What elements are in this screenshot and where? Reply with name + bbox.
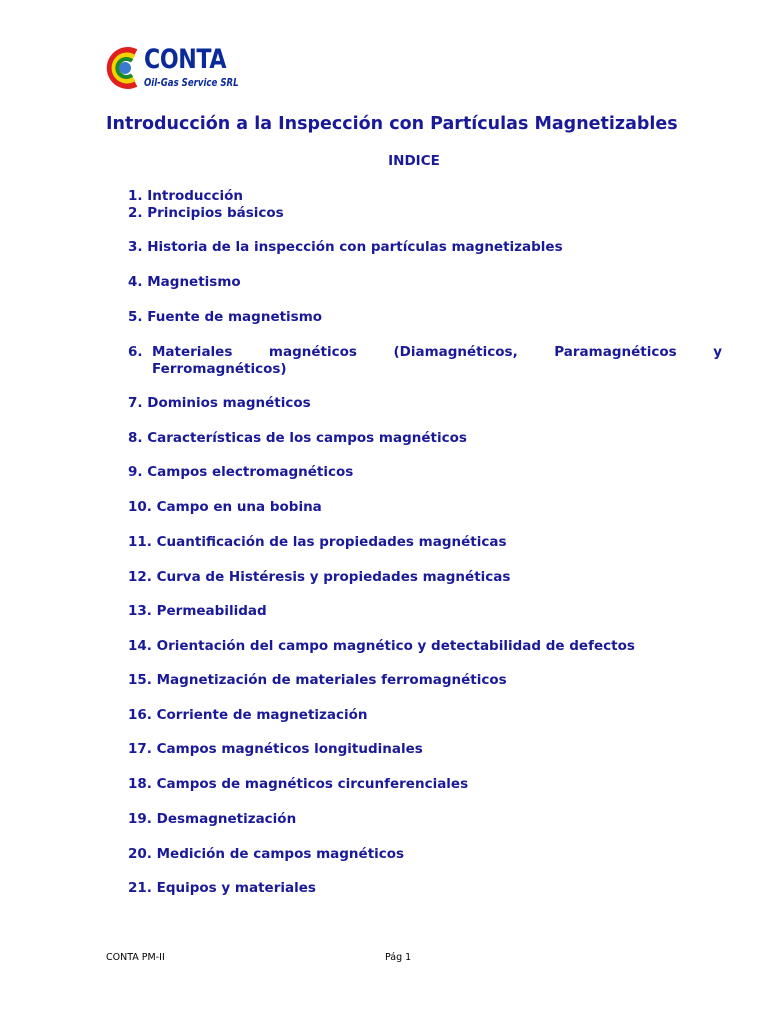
index-item-continuation: Ferromagnéticos) bbox=[152, 361, 287, 377]
index-item: 10. Campo en una bobina bbox=[128, 499, 322, 515]
index-item: 8. Características de los campos magnéticos bbox=[128, 430, 467, 446]
index-item: 2. Principios básicos bbox=[128, 205, 284, 221]
document-title: Introducción a la Inspección con Partículas Magnetizables bbox=[106, 114, 678, 134]
index-item: 5. Fuente de magnetismo bbox=[128, 309, 323, 325]
index-item: 21. Equipos y materiales bbox=[128, 880, 316, 896]
index-item: 15. Magnetización de materiales ferromagnéticos bbox=[128, 672, 507, 688]
index-item: 18. Campos de magnéticos circunferenciales bbox=[128, 776, 469, 792]
index-item: 12. Curva de Histéresis y propiedades magnéticas bbox=[128, 569, 511, 585]
index-item: 20. Medición de campos magnéticos bbox=[128, 846, 405, 862]
index-item-justified-line: Materiales magnéticos (Diamagnéticos, Paramagnéticos y bbox=[152, 344, 722, 360]
logo-subtitle-text: Oil-Gas Service SRL bbox=[144, 76, 239, 89]
footer-page-number: Pág 1 bbox=[385, 952, 412, 963]
index-item: 4. Magnetismo bbox=[128, 274, 241, 290]
index-item: 7. Dominios magnéticos bbox=[128, 395, 311, 411]
index-item: 1. Introducción bbox=[128, 188, 244, 204]
index-item: 17. Campos magnéticos longitudinales bbox=[128, 741, 423, 757]
index-item: 6. Materiales magnéticos (Diamagnéticos, Paramagnéticos y Ferromagnéticos) bbox=[128, 344, 722, 377]
index-item: 14. Orientación del campo magnético y detectabilidad de defectos bbox=[128, 638, 635, 654]
index-item: 19. Desmagnetización bbox=[128, 811, 297, 827]
index-item: 11. Cuantificación de las propiedades magnéticas bbox=[128, 534, 507, 550]
index-item: 9. Campos electromagnéticos bbox=[128, 464, 354, 480]
index-item: 3. Historia de la inspección con partículas magnetizables bbox=[128, 239, 563, 255]
logo-brand-text: CONTA bbox=[144, 44, 227, 75]
company-logo bbox=[104, 42, 244, 98]
footer-document-code: CONTA PM-II bbox=[106, 952, 165, 963]
index-item: 16. Corriente de magnetización bbox=[128, 707, 368, 723]
logo-ring-icon bbox=[104, 42, 144, 94]
index-item: 13. Permeabilidad bbox=[128, 603, 267, 619]
index-heading: INDICE bbox=[388, 153, 440, 169]
